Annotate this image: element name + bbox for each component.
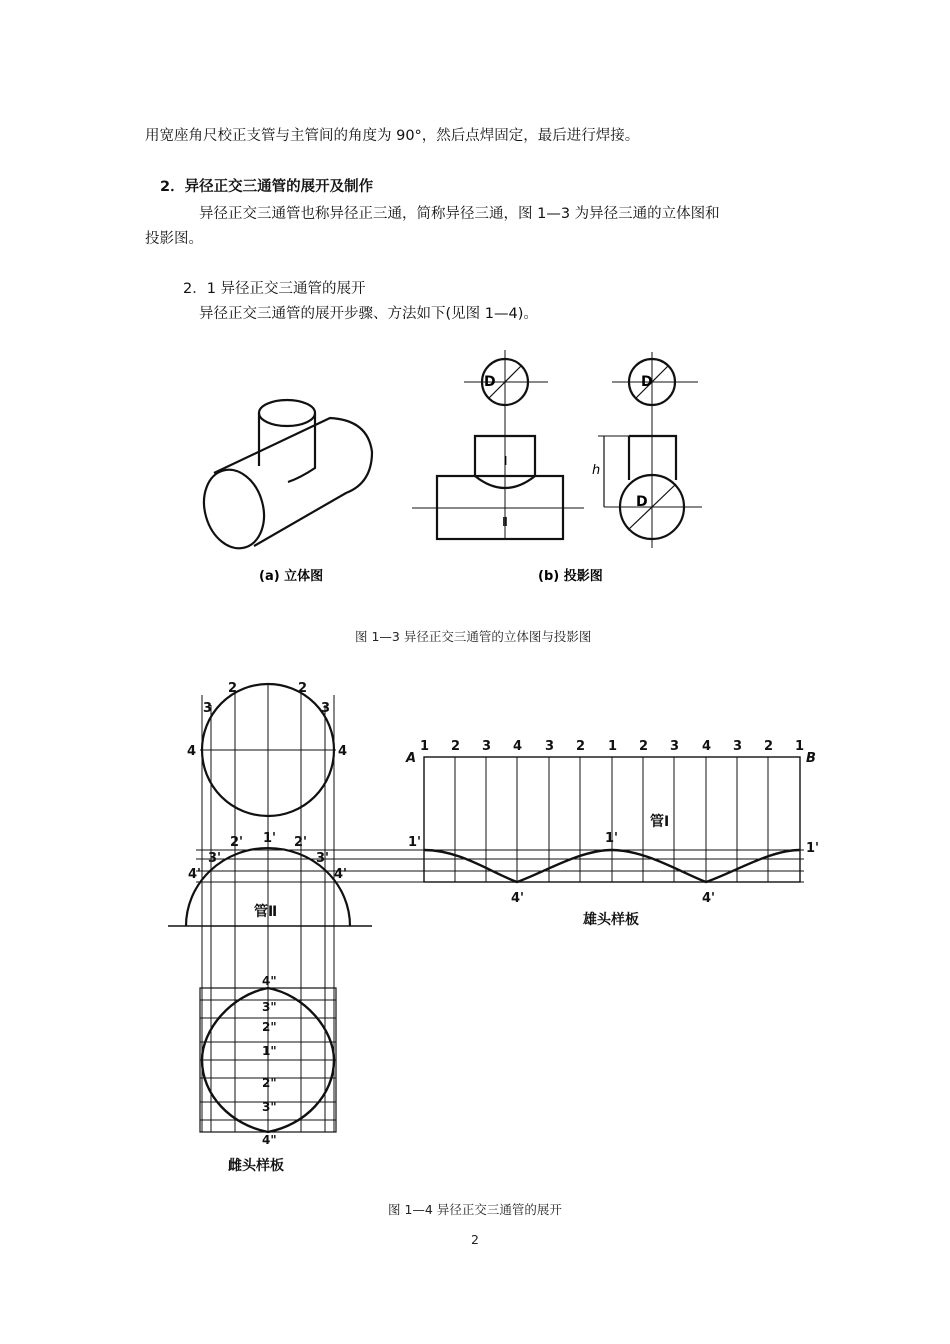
prime-label: 2'	[294, 835, 308, 850]
section-heading: 2．异径正交三通管的展开及制作	[160, 179, 374, 195]
sequence-label: 1	[420, 739, 430, 754]
point-a-label: A	[406, 751, 417, 766]
circle-point-label: 2	[298, 681, 308, 696]
paragraph-line: 异径正交三通管的展开步骤、方法如下(见图 1—4)。	[199, 306, 538, 322]
bottom-mark: 4"	[262, 974, 277, 988]
sequence-label: 3	[545, 739, 555, 754]
prime-label: 4'	[334, 867, 348, 882]
circle-point-label: 2	[228, 681, 238, 696]
curve-mark: 1'	[408, 835, 422, 850]
subsection-heading: 2．1 异径正交三通管的展开	[183, 281, 366, 297]
bottom-mark: 3"	[262, 1100, 277, 1114]
prime-label: 3'	[316, 851, 330, 866]
sequence-label: 2	[451, 739, 461, 754]
circle-point-label: 3	[321, 701, 331, 716]
diameter-label: D	[484, 374, 496, 390]
sequence-label: 3	[670, 739, 680, 754]
bottom-mark: 2"	[262, 1076, 277, 1090]
figure-caption: 图 1—3 异径正交三通管的立体图与投影图	[355, 629, 592, 644]
prime-label: 1'	[263, 831, 277, 846]
curve-mark: 4'	[511, 891, 525, 906]
sequence-label: 3	[482, 739, 492, 754]
template-label: 雌头样板	[228, 1158, 284, 1174]
page-number: 2	[471, 1232, 479, 1247]
curve-mark: 4'	[702, 891, 716, 906]
paragraph-line: 投影图。	[145, 231, 203, 247]
prime-label: 2'	[230, 835, 244, 850]
bottom-mark: 2"	[262, 1020, 277, 1034]
prime-label: 4'	[188, 867, 202, 882]
circle-point-label: 4	[187, 744, 197, 759]
tube-label: 管Ⅱ	[254, 904, 278, 920]
bottom-mark: 1"	[262, 1044, 277, 1058]
diameter-label: D	[641, 374, 653, 390]
sequence-label: 2	[639, 739, 649, 754]
curve-mark: 1'	[806, 841, 820, 856]
tube-label: 管Ⅰ	[650, 814, 670, 830]
sequence-label: 2	[764, 739, 774, 754]
bottom-mark: 4"	[262, 1133, 277, 1147]
tube-numeral: Ⅰ	[504, 454, 508, 468]
sequence-label: 3	[733, 739, 743, 754]
prime-label: 3'	[208, 851, 222, 866]
figure-label-b: (b) 投影图	[538, 569, 603, 584]
tube-numeral: Ⅱ	[502, 515, 508, 529]
paragraph-line: 异径正交三通管也称异径正三通，简称异径三通，图 1—3 为异径三通的立体图和	[199, 206, 720, 222]
circle-point-label: 4	[338, 744, 348, 759]
sequence-label: 2	[576, 739, 586, 754]
height-label: h	[592, 463, 601, 478]
bottom-mark: 3"	[262, 1000, 277, 1014]
figure-label-a: (a) 立体图	[259, 569, 324, 584]
figure-caption: 图 1—4 异径正交三通管的展开	[388, 1202, 562, 1217]
diameter-label: D	[636, 494, 648, 510]
curve-mark: 1'	[605, 831, 619, 846]
sequence-label: 4	[513, 739, 523, 754]
template-label: 雄头样板	[583, 912, 639, 928]
sequence-label: 4	[702, 739, 712, 754]
point-b-label: B	[806, 751, 816, 766]
sequence-label: 1	[608, 739, 618, 754]
body-text-line: 用宽座角尺校正支管与主管间的角度为 90°，然后点焊固定，最后进行焊接。	[145, 128, 640, 144]
sequence-label: 1	[795, 739, 805, 754]
circle-point-label: 3	[203, 701, 213, 716]
